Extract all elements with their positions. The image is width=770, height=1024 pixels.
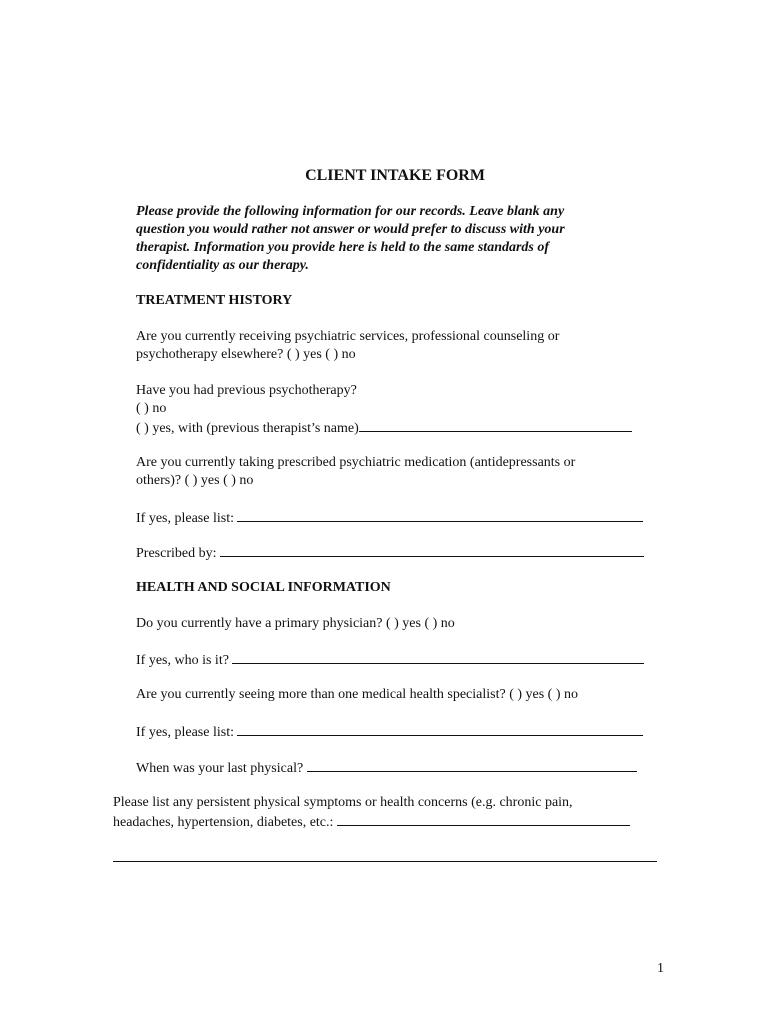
medication-list-field[interactable] [237, 508, 643, 522]
question-text: Are you currently taking prescribed psychiatric medication (antidepressants or [136, 455, 576, 470]
symptoms-row [113, 812, 630, 832]
question-medication [136, 454, 575, 490]
option-no[interactable]: ( ) no [136, 401, 167, 416]
symptoms-extra-line[interactable] [113, 861, 657, 862]
last-physical-field[interactable] [307, 758, 637, 772]
option-yes-row [136, 418, 632, 438]
question-primary-physician[interactable]: Do you currently have a primary physician? ( ) yes ( ) no [136, 616, 455, 631]
question-options[interactable]: others)? ( ) yes ( ) no [136, 473, 254, 488]
symptoms-field[interactable] [337, 812, 630, 826]
intro-line: confidentiality as our therapy. [136, 258, 309, 273]
medication-list-label: If yes, please list: [136, 511, 234, 526]
treatment-history-heading: TREATMENT HISTORY [136, 293, 293, 308]
question-text: Are you currently receiving psychiatric services, professional counseling or [136, 329, 560, 344]
question-previous-psychotherapy [136, 382, 632, 438]
specialist-list-row [136, 722, 643, 742]
page-number: 1 [657, 961, 664, 976]
prescribed-by-label: Prescribed by: [136, 546, 217, 561]
symptoms-text: headaches, hypertension, diabetes, etc.: [113, 815, 334, 830]
physician-name-label: If yes, who is it? [136, 653, 229, 668]
medication-list-row [136, 508, 643, 528]
intro-line: Please provide the following information for our records. Leave blank any [136, 204, 565, 219]
specialist-list-label: If yes, please list: [136, 725, 234, 740]
previous-therapist-field[interactable] [359, 418, 632, 432]
question-specialist[interactable]: Are you currently seeing more than one medical health specialist? ( ) yes ( ) no [136, 687, 579, 702]
physician-name-field[interactable] [232, 650, 644, 664]
health-social-heading: HEALTH AND SOCIAL INFORMATION [136, 580, 391, 595]
prescribed-by-field[interactable] [220, 543, 644, 557]
intro-instructions [136, 203, 565, 275]
question-psychiatric-services [136, 328, 559, 364]
physician-name-row [136, 650, 644, 670]
option-yes[interactable]: ( ) yes, with (previous therapist’s name) [136, 421, 359, 436]
intro-line: question you would rather not answer or would prefer to discuss with your [136, 222, 565, 237]
intro-line: therapist. Information you provide here is held to the same standards of [136, 240, 550, 255]
form-title: CLIENT INTAKE FORM [305, 167, 485, 184]
question-options[interactable]: psychotherapy elsewhere? ( ) yes ( ) no [136, 347, 356, 362]
question-text: Have you had previous psychotherapy? [136, 383, 357, 398]
symptoms-text: Please list any persistent physical symptoms or health concerns (e.g. chronic pain, [113, 795, 573, 810]
last-physical-row [136, 758, 637, 778]
prescribed-by-row [136, 543, 644, 563]
symptoms-question [113, 794, 630, 832]
last-physical-label: When was your last physical? [136, 761, 304, 776]
specialist-list-field[interactable] [237, 722, 643, 736]
